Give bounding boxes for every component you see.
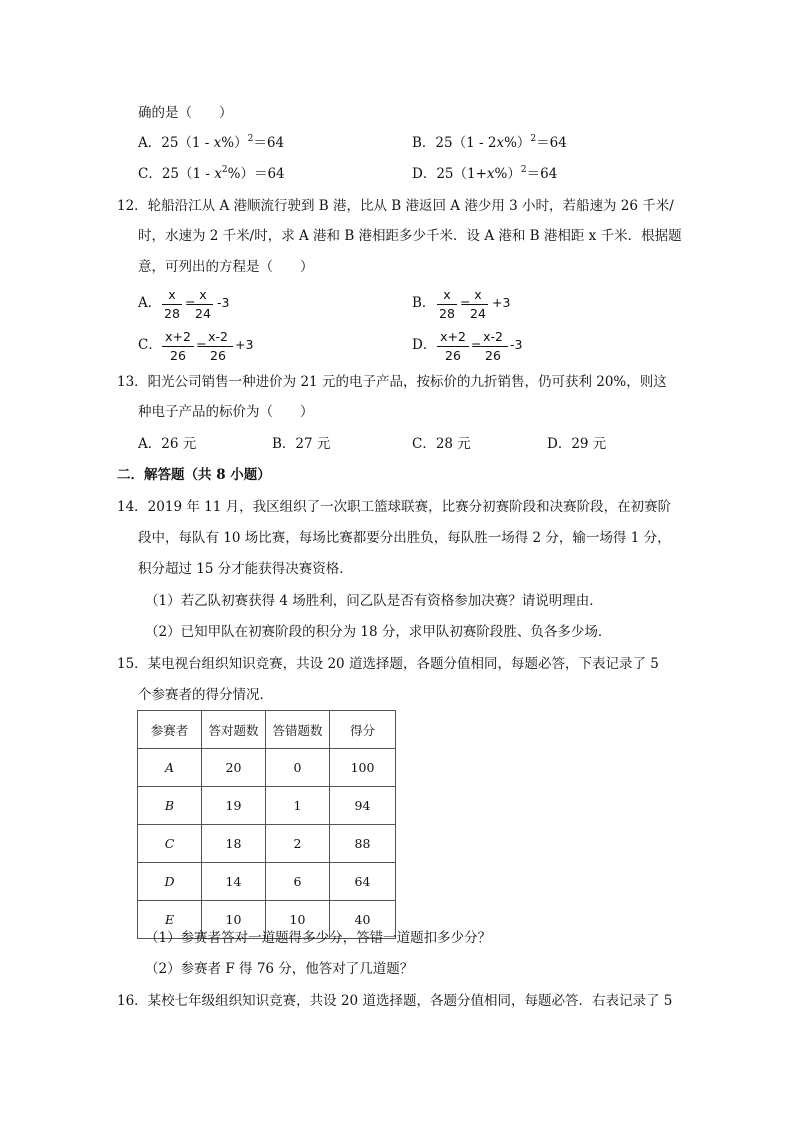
q12-line-2: 时，水速为 2 千米/时，求 A 港和 B 港相距多少千米．设 A 港和 B 港相距 x 千米．根据题	[138, 228, 682, 244]
q12-c-frac-1: x+2 26	[162, 331, 194, 362]
q11-option-d: D．$25(1+x\%)^2=64$	[412, 165, 558, 182]
q12-a-frac-2: x 24	[193, 289, 213, 320]
q13-option-b: B．27 元	[272, 436, 331, 452]
q12-a-tail: -3	[217, 295, 230, 310]
q11-tail: 确的是（ ）	[138, 105, 233, 121]
q13-option-d: D．29 元	[547, 436, 607, 452]
table-cell: 94	[330, 787, 396, 825]
q12-a-frac-1: x 28	[162, 289, 182, 320]
q12-a-equals: =	[185, 295, 196, 310]
q13-line-1: 13．阳光公司销售一种进价为 21 元的电子产品，按标价的九折销售，仍可获利 20%，则这	[117, 374, 667, 390]
q16-line-1: 16．某校七年级组织知识竞赛，共设 20 道选择题，各题分值相同，每题必答．右表记录了 5	[117, 993, 673, 1009]
q11-option-c: C．$25(1 - x^2\%)=64$	[138, 165, 285, 182]
q13-option-c: C．28 元	[412, 436, 471, 452]
score-table	[137, 710, 396, 939]
q12-line-3: 意，可列出的方程是（ ）	[138, 259, 314, 275]
table-header-cell: 得分	[330, 711, 396, 749]
table-row	[138, 863, 396, 901]
table-cell: 6	[266, 863, 330, 901]
q12-c-equals: =	[196, 337, 207, 352]
table-row	[138, 749, 396, 787]
q12-c-letter: C．	[138, 337, 162, 353]
table-header-cell: 参赛者	[138, 711, 202, 749]
q13-option-a: A．26 元	[138, 436, 197, 452]
table-cell: 64	[330, 863, 396, 901]
table-cell: 2	[266, 825, 330, 863]
q14-line-1: 14．2019 年 11 月，我区组织了一次职工篮球联赛，比赛分初赛阶段和决赛阶段，在初赛阶	[117, 499, 672, 515]
q13-line-2: 种电子产品的标价为（ ）	[138, 404, 314, 420]
q12-b-tail: +3	[492, 295, 511, 310]
q15-sub-1: （1）参赛者答对一道题得多少分，答错一道题扣多少分？	[145, 930, 492, 946]
q15-sub-2: （2）参赛者 F 得 76 分，他答对了几道题？	[145, 961, 414, 977]
q12-line-1: 12．轮船沿江从 A 港顺流行驶到 B 港，比从 B 港返回 A 港少用 3 小时，若船速为 26 千米/	[117, 198, 674, 214]
q15-line-1: 15．某电视台组织知识竞赛，共设 20 道选择题，各题分值相同，每题必答，下表记录了 5	[117, 656, 659, 672]
table-cell: 1	[266, 787, 330, 825]
table-cell: 10	[202, 901, 266, 939]
table-cell: 20	[202, 749, 266, 787]
table-cell: 40	[330, 901, 396, 939]
q12-b-equals: =	[460, 295, 471, 310]
q11-option-b: B．25（1 - 2x%）$^2$＝64	[412, 134, 567, 151]
table-cell: 88	[330, 825, 396, 863]
table-cell: E	[138, 901, 202, 939]
q12-d-tail: -3	[510, 337, 523, 352]
q14-line-3: 积分超过 15 分才能获得决赛资格．	[138, 561, 353, 577]
section-heading: 二．解答题（共 8 小题）	[117, 467, 271, 483]
q12-a-letter: A．	[138, 295, 162, 311]
q12-d-frac-2: x-2 26	[478, 331, 508, 362]
q14-sub-2: （2）已知甲队在初赛阶段的积分为 18 分，求甲队初赛阶段胜、负各多少场．	[145, 624, 612, 640]
q15-line-2: 个参赛者的得分情况．	[138, 687, 273, 703]
table-row	[138, 787, 396, 825]
table-header-row	[138, 711, 396, 749]
table-cell: 100	[330, 749, 396, 787]
q12-d-frac-1: x+2 26	[437, 331, 469, 362]
q11-option-a: A．25（1 - x%）$^2$＝64	[138, 134, 285, 151]
q12-b-frac-2: x 24	[468, 289, 488, 320]
q12-c-frac-2: x-2 26	[203, 331, 233, 362]
q14-sub-1: （1）若乙队初赛获得 4 场胜利，问乙队是否有资格参加决赛？请说明理由．	[145, 593, 603, 609]
table-cell: 18	[202, 825, 266, 863]
table-row	[138, 825, 396, 863]
table-cell: 10	[266, 901, 330, 939]
table-cell: 14	[202, 863, 266, 901]
table-cell: D	[138, 863, 202, 901]
table-cell: A	[138, 749, 202, 787]
table-header-cell: 答错题数	[266, 711, 330, 749]
table-cell: 0	[266, 749, 330, 787]
q12-b-letter: B．	[412, 295, 436, 311]
table-cell: C	[138, 825, 202, 863]
table-cell: B	[138, 787, 202, 825]
q12-b-frac-1: x 28	[437, 289, 457, 320]
q14-line-2: 段中，每队有 10 场比赛，每场比赛都要分出胜负，每队胜一场得 2 分，输一场得 1 分，	[138, 530, 671, 546]
q12-c-tail: +3	[235, 337, 254, 352]
q12-d-equals: =	[471, 337, 482, 352]
table-cell: 19	[202, 787, 266, 825]
table-header-cell: 答对题数	[202, 711, 266, 749]
q12-d-letter: D．	[412, 337, 437, 353]
